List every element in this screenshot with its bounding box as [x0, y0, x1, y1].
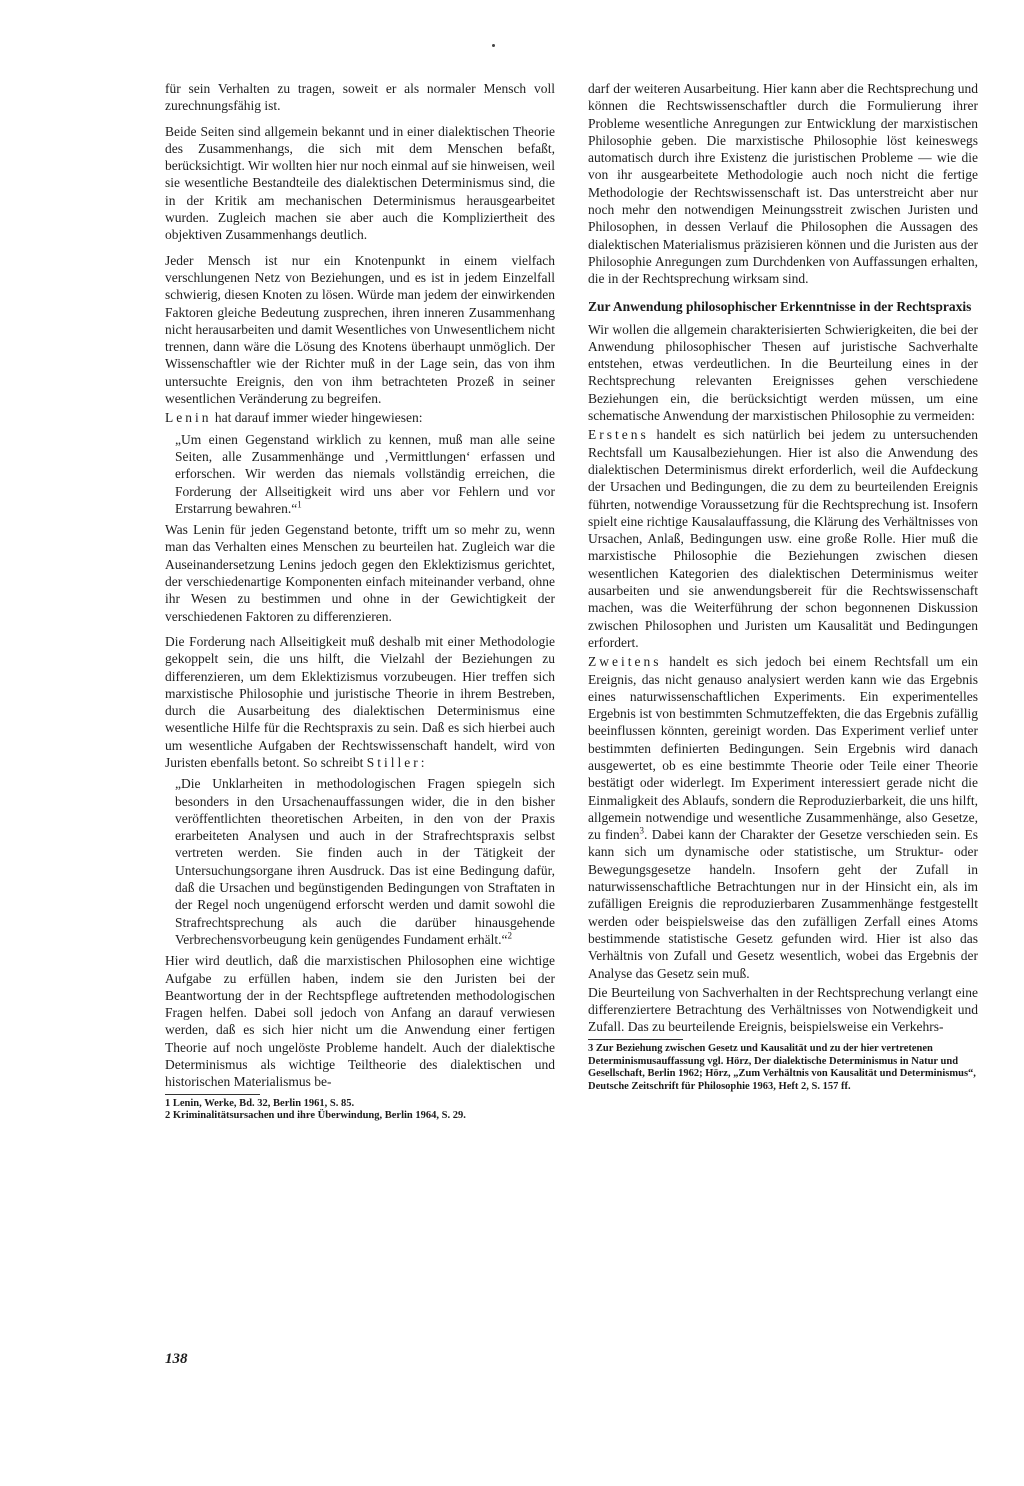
enumeration-second: Zweitens	[588, 654, 662, 670]
paragraph: Jeder Mensch ist nur ein Knotenpunkt in einem vielfach verschlungenen Netz von Beziehungen, und es ist in jedem Einzelfall schwierig, diesen Knoten zu lösen. Würde man jedem der einwirkenden Faktoren gleiche Bedeutung zusprechen, ihren inneren Zusammenhang nicht herausarbeiten und damit Wesentliches von Unwesentlichem nicht trennen, dann wäre die Lösung des Knotens überhaupt unmöglich. Der Wissenschaftler wie der Richter muß in der Lage sein, das von ihm untersuchte Ereignis, den von ihm betrachteten Prozeß in seiner wesentlichen Veränderung zu begreifen.	[165, 252, 555, 407]
page-number: 138	[165, 1351, 188, 1367]
footnote: 1 Lenin, Werke, Bd. 32, Berlin 1961, S. 85.	[165, 1097, 355, 1109]
paragraph: Zweitens handelt es sich jedoch bei einem Rechtsfall um ein Ereignis, das nicht genauso analysiert werden kann wie das Ergebnis eines naturwissenschaftlichen Experiments. Ein experimentelles Ergebnis ist von bestimmten Schmutzeffekten, die das Ergebnis zufällig beeinflussen könnten, gereinigt worden. Das Experiment verlief unter bestimmten definierten Bedingungen. Sein Ergebnis wird danach ausgewertet, ob es eine bestimmte Theorie oder Teile einer Theorie bestätigt oder widerlegt. Im Experiment interessiert gerade nicht die Einmaligkeit des Ablaufs, sondern die Reproduzierbarkeit, die uns hilft, allgemein notwendige und wesentliche Zusammenhänge, also Gesetze, zu finden$^3$. Dabei kann der Charakter der Gesetze verschieden sein. Es kann sich um dynamische oder statistische, um Struktur- oder Bewegungsgesetze handeln. Insofern geht der Zufall in naturwissenschaftliche Betrachtungen nur in der Hinsicht ein, als im zufälligen Ereignis die reproduzierbaren Zusammenhänge festgestellt werden oder beispielsweise das den zufälligen Zerfall eines Atoms bestimmende statistische Gesetz gefunden wird. Hier ist also das Verhältnis von Zufall und Gesetz wesentlich, wobei das Ergebnis der Analyse das Gesetz sein muß.	[588, 654, 979, 981]
paragraph: Lenin hat darauf immer wieder hingewiesen:	[165, 410, 423, 426]
author-name-lenin: Lenin	[165, 410, 212, 426]
paragraph: Was Lenin für jeden Gegenstand betonte, trifft um so mehr zu, wenn man das Verhalten eines Menschen zu beurteilen hat. Zugleich war die Auseinandersetzung Lenins jedoch gegen den Eklektizismus gerichtet, der verschiedenartige Komponenten einfach miteinander verband, ohne ihr Wesen zu bestimmen und ohne in der Gewichtigkeit der verschiedenen Faktoren zu differenzieren.	[165, 522, 555, 624]
page-speck	[492, 44, 495, 47]
footnote-divider	[588, 1039, 683, 1040]
footnote: 3 Zur Beziehung zwischen Gesetz und Kausalität und zu der hier vertretenen Determinismusauffassung vgl. Hörz, Der dialektische Determinismus in Natur und Gesellschaft, Berlin 1962; Hörz, „Zum Verhältnis von Kausalität und Determinismus“, Deutsche Zeitschrift für Philosophie 1963, Heft 2, S. 157 ff.	[588, 1042, 976, 1093]
paragraph: darf der weiteren Ausarbeitung. Hier kann aber die Rechtsprechung und können die Rechtswissenschaftler durch die Formulierung ihrer Probleme wesentliche Anregungen zur Entwicklung der marxistischen Philosophie geben. Die marxistische Philosophie löst keineswegs automatisch durch ihre Existenz die juristischen Probleme — wie die von ihr ausgearbeitete Methodologie auch noch nicht die fertige Methodologie der Rechtswissenschaft ist. Das unterstreicht aber nur noch mehr den notwendigen Meinungsstreit zwischen Juristen und Philosophen, in dessen Verlauf die Philosophen die Aussagen des dialektischen Materialismus präzisieren können und die Juristen aus der Philosophie Anregungen zum Durchdenken von Auffassungen erhalten, die in der Rechtsprechung wirksam sind.	[588, 81, 978, 287]
paragraph: für sein Verhalten zu tragen, soweit er als normaler Mensch voll zurechnungsfähig ist.	[165, 81, 555, 114]
block-quote: „Die Unklarheiten in methodologischen Fragen spiegeln sich besonders in den Ursachenauffassungen wider, die in den bisher veröffentlichten theoretischen Arbeiten, in den von der Praxis erarbeiteten Analysen und auch in der Strafrechtspraxis selbst vertreten werden. Sie finden auch in der Tätigkeit der Untersuchungsorgane ihren Ausdruck. Das ist eine Bedingung dafür, daß die Ursachen und begünstigenden Bedingungen von Straftaten in der Regel noch ungenügend erforscht werden und damit sowohl die Strafrechtsprechung als auch die darüber hinausgehende Verbrechensvorbeugung kein genügendes Fundament erhält.“$^2$	[175, 776, 555, 947]
paragraph: Erstens handelt es sich natürlich bei jedem zu untersuchenden Rechtsfall um Kausalbeziehungen. Hier ist also die Anwendung des dialektischen Determinismus direkt erforderlich, weil die Aufdeckung der Ursachen und Bedingungen, die zu dem zu beurteilenden Ereignis führten, notwendige Voraussetzung für die Rechtsprechung ist. Insofern spielt eine richtige Kausalauffassung, die Klärung des Verhältnisses von Ursachen, Anlaß, Bedingungen usw. eine große Rolle. Hier muß die marxistische Philosophie die Beziehungen zwischen diesen wesentlichen Kategorien des dialektischen Determinismus weiter ausarbeiten und sie anwendungsbereit für die Rechtswissenschaft machen, was die Weiterführung der schon begonnenen Diskussion zwischen Philosophen und Juristen um Kausalität und Bedingungen erfordert.	[588, 427, 978, 650]
footnote-ref: 3	[639, 825, 645, 836]
footnote: 2 Kriminalitätsursachen und ihre Überwindung, Berlin 1964, S. 29.	[165, 1110, 466, 1122]
paragraph: Die Beurteilung von Sachverhalten in der Rechtsprechung verlangt eine differenziertere Betrachtung des Verhältnisses von Notwendigkeit und Zufall. Das zu beurteilende Ereignis, beispielsweise ein Verkehrs-	[588, 984, 978, 1035]
left-column	[165, 80, 555, 1123]
footnote-divider	[165, 1094, 260, 1095]
paragraph: Wir wollen die allgemein charakterisierten Schwierigkeiten, die bei der Anwendung philosophischer Thesen auf juristische Sachverhalte entstehen, etwas verdeutlichen. In die Beurteilung eines in der Rechtsprechung relevanten Ereignisses gehen verschiedene Beziehungen ein, die berücksichtigt werden müssen, um eine schematische Anwendung der marxistischen Philosophie zu vermeiden:	[588, 321, 978, 424]
block-quote: „Um einen Gegenstand wirklich zu kennen, muß man alle seine Seiten, alle Zusammenhänge und ‚Vermittlungen‘ erfassen und erforschen. Wir werden das niemals vollständig erreichen, die Forderung der Allseitigkeit wird uns aber vor Fehlern und vor Erstarrung bewahren.“$^1$	[175, 431, 555, 516]
footnote-ref: 1	[297, 499, 302, 510]
footnote-ref: 2	[507, 930, 513, 941]
paragraph: Beide Seiten sind allgemein bekannt und in einer dialektischen Theorie des Zusammenhangs, die sich mit dem Menschen befaßt, berücksichtigt. Wir wollten hier nur noch einmal auf sie hinweisen, weil sie wesentliche Bestandteile des dialektischen Determinismus sind, die in der Kritik am mechanischen Determinismus herausgearbeitet wurden. Zugleich machen sie aber auch die Kompliziertheit des objektiven Zusammenhangs deutlich.	[165, 123, 555, 243]
paragraph: Die Forderung nach Allseitigkeit muß deshalb mit einer Methodologie gekoppelt sein, die uns hilft, die Vielzahl der Beziehungen zu differenzieren, um dem Eklektizismus vorzubeugen. Hier treffen sich marxistische Philosophie und juristische Theorie in ihrem Bestreben, durch die Ausarbeitung des dialektischen Determinismus eine wesentliche Hilfe für die Rechtspraxis zu sein. Daß es sich hierbei auch um wesentliche Aufgaben der Rechtswissenschaft handelt, wird von Juristen ebenfalls betont. So schreibt Stiller:	[165, 633, 555, 770]
paragraph: Hier wird deutlich, daß die marxistischen Philosophen eine wichtige Aufgabe zu erfüllen haben, indem sie den Juristen bei der Beantwortung der in der Rechtspflege auftretenden methodologischen Fragen helfen. Dabei soll jedoch von Anfang an darauf verwiesen werden, daß es sich hier nicht um die Anwendung einer fertigen Theorie auf noch ungelöste Probleme handelt. Auch der dialektische Determinismus als wichtige Teiltheorie des dialektischen und historischen Materialismus be-	[165, 953, 555, 1090]
right-column	[588, 80, 978, 1094]
section-heading: Zur Anwendung philosophischer Erkenntnisse in der Rechtspraxis	[588, 298, 972, 314]
author-name-stiller: Stiller	[366, 754, 421, 770]
enumeration-first: Erstens	[588, 427, 649, 443]
